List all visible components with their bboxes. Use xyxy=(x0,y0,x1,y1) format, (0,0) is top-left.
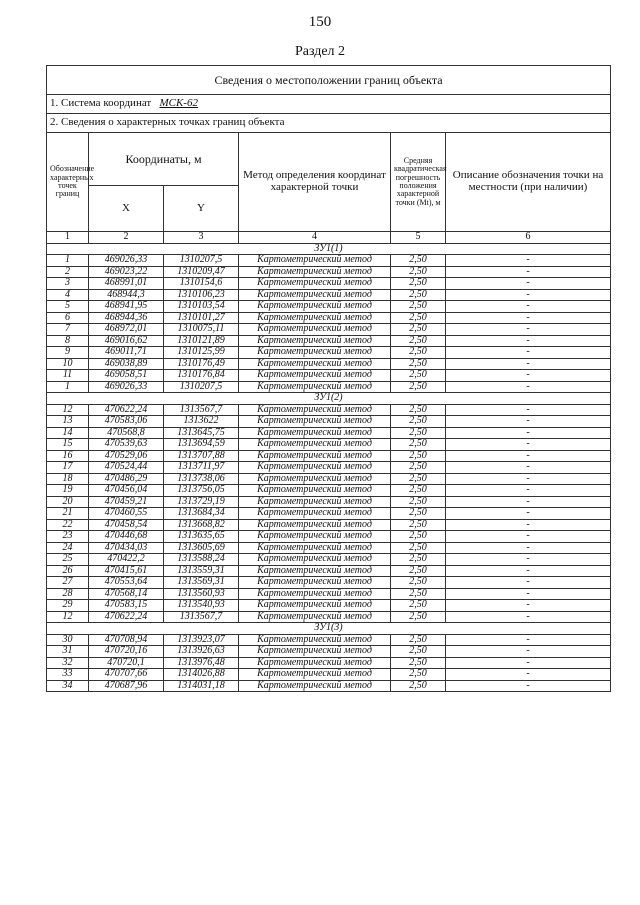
description: - xyxy=(446,278,611,290)
coord-x: 470553,64 xyxy=(89,577,164,589)
group-label: ЗУ1(3) xyxy=(47,623,611,635)
coord-y: 1313694,59 xyxy=(164,439,239,451)
description: - xyxy=(446,473,611,485)
description: - xyxy=(446,266,611,278)
point-number: 1 xyxy=(47,381,89,393)
description: - xyxy=(446,370,611,382)
coord-x: 469026,33 xyxy=(89,381,164,393)
coord-x: 468941,95 xyxy=(89,301,164,313)
coord-x: 470568,14 xyxy=(89,588,164,600)
header-description: Описание обозначения точки на местности (при наличии) xyxy=(446,133,611,232)
coord-y: 1310207,5 xyxy=(164,255,239,267)
coord-x: 470446,68 xyxy=(89,531,164,543)
table-row xyxy=(47,600,611,612)
coord-x: 470583,15 xyxy=(89,600,164,612)
table-row xyxy=(47,611,611,623)
coord-x: 470434,03 xyxy=(89,542,164,554)
coord-y: 1313567,7 xyxy=(164,404,239,416)
table-row xyxy=(47,278,611,290)
point-number: 9 xyxy=(47,347,89,359)
column-number: 4 xyxy=(239,232,391,244)
coord-y: 1313560,93 xyxy=(164,588,239,600)
method: Картометрический метод xyxy=(239,577,391,589)
point-number: 25 xyxy=(47,554,89,566)
error-value: 2,50 xyxy=(391,531,446,543)
table-title: Сведения о местоположении границ объекта xyxy=(47,66,611,95)
point-number: 12 xyxy=(47,611,89,623)
method: Картометрический метод xyxy=(239,370,391,382)
method: Картометрический метод xyxy=(239,427,391,439)
coord-y: 1313559,31 xyxy=(164,565,239,577)
error-value: 2,50 xyxy=(391,278,446,290)
point-number: 3 xyxy=(47,278,89,290)
error-value: 2,50 xyxy=(391,404,446,416)
description: - xyxy=(446,301,611,313)
point-number: 31 xyxy=(47,646,89,658)
error-value: 2,50 xyxy=(391,473,446,485)
column-number: 3 xyxy=(164,232,239,244)
point-number: 34 xyxy=(47,680,89,692)
point-number: 19 xyxy=(47,485,89,497)
point-number: 30 xyxy=(47,634,89,646)
coord-x: 469016,62 xyxy=(89,335,164,347)
description: - xyxy=(446,657,611,669)
method: Картометрический метод xyxy=(239,508,391,520)
coord-y: 1310176,84 xyxy=(164,370,239,382)
point-number: 24 xyxy=(47,542,89,554)
coord-y: 1310209,47 xyxy=(164,266,239,278)
table-row xyxy=(47,255,611,267)
point-number: 22 xyxy=(47,519,89,531)
error-value: 2,50 xyxy=(391,508,446,520)
coord-x: 470456,04 xyxy=(89,485,164,497)
description: - xyxy=(446,381,611,393)
coord-y: 1313622 xyxy=(164,416,239,428)
point-number: 29 xyxy=(47,600,89,612)
description: - xyxy=(446,347,611,359)
error-value: 2,50 xyxy=(391,255,446,267)
point-number: 27 xyxy=(47,577,89,589)
table-row xyxy=(47,680,611,692)
coord-y: 1310103,54 xyxy=(164,301,239,313)
description: - xyxy=(446,508,611,520)
header-y: Y xyxy=(164,186,239,232)
coord-x: 469058,51 xyxy=(89,370,164,382)
coord-x: 470568,8 xyxy=(89,427,164,439)
method: Картометрический метод xyxy=(239,542,391,554)
description: - xyxy=(446,634,611,646)
coord-x: 470459,21 xyxy=(89,496,164,508)
coord-x: 468991,01 xyxy=(89,278,164,290)
table-row xyxy=(47,485,611,497)
description: - xyxy=(446,554,611,566)
coord-y: 1313605,69 xyxy=(164,542,239,554)
table-row xyxy=(47,669,611,681)
group-label: ЗУ1(2) xyxy=(47,393,611,405)
coord-x: 470622,24 xyxy=(89,611,164,623)
boundary-points-table xyxy=(46,65,611,692)
coord-x: 470720,1 xyxy=(89,657,164,669)
group-row xyxy=(47,243,611,255)
method: Картометрический метод xyxy=(239,266,391,278)
coord-x: 469023,22 xyxy=(89,266,164,278)
coord-x: 470460,55 xyxy=(89,508,164,520)
column-number: 6 xyxy=(446,232,611,244)
point-number: 15 xyxy=(47,439,89,451)
coord-y: 1313926,63 xyxy=(164,646,239,658)
error-value: 2,50 xyxy=(391,370,446,382)
point-number: 17 xyxy=(47,462,89,474)
error-value: 2,50 xyxy=(391,485,446,497)
method: Картометрический метод xyxy=(239,335,391,347)
description: - xyxy=(446,312,611,324)
method: Картометрический метод xyxy=(239,473,391,485)
coord-x: 470708,94 xyxy=(89,634,164,646)
header-coordinates: Координаты, м xyxy=(89,133,239,186)
coord-y: 1313707,88 xyxy=(164,450,239,462)
coord-system-row xyxy=(47,95,611,114)
error-value: 2,50 xyxy=(391,347,446,359)
error-value: 2,50 xyxy=(391,427,446,439)
error-value: 2,50 xyxy=(391,542,446,554)
coord-x: 470415,61 xyxy=(89,565,164,577)
point-number: 4 xyxy=(47,289,89,301)
coord-x: 470720,16 xyxy=(89,646,164,658)
description: - xyxy=(446,588,611,600)
coord-y: 1313684,34 xyxy=(164,508,239,520)
method: Картометрический метод xyxy=(239,278,391,290)
table-row xyxy=(47,335,611,347)
method: Картометрический метод xyxy=(239,358,391,370)
coord-x: 470583,06 xyxy=(89,416,164,428)
table-row xyxy=(47,324,611,336)
column-number: 5 xyxy=(391,232,446,244)
coord-y: 1314031,18 xyxy=(164,680,239,692)
coord-system-label: 1. Система координат xyxy=(50,97,152,110)
header-method: Метод определения координат характерной точки xyxy=(239,133,391,232)
coord-x: 470707,66 xyxy=(89,669,164,681)
table-row xyxy=(47,301,611,313)
description: - xyxy=(446,416,611,428)
description: - xyxy=(446,680,611,692)
point-number: 11 xyxy=(47,370,89,382)
error-value: 2,50 xyxy=(391,669,446,681)
description: - xyxy=(446,358,611,370)
description: - xyxy=(446,531,611,543)
table-row xyxy=(47,542,611,554)
error-value: 2,50 xyxy=(391,634,446,646)
point-number: 26 xyxy=(47,565,89,577)
method: Картометрический метод xyxy=(239,496,391,508)
table-row xyxy=(47,519,611,531)
method: Картометрический метод xyxy=(239,439,391,451)
coord-y: 1314026,88 xyxy=(164,669,239,681)
table-row xyxy=(47,531,611,543)
method: Картометрический метод xyxy=(239,531,391,543)
description: - xyxy=(446,669,611,681)
point-number: 5 xyxy=(47,301,89,313)
description: - xyxy=(446,255,611,267)
description: - xyxy=(446,450,611,462)
coord-y: 1310121,89 xyxy=(164,335,239,347)
error-value: 2,50 xyxy=(391,450,446,462)
description: - xyxy=(446,542,611,554)
table-row xyxy=(47,634,611,646)
error-value: 2,50 xyxy=(391,611,446,623)
point-number: 14 xyxy=(47,427,89,439)
error-value: 2,50 xyxy=(391,358,446,370)
table-row xyxy=(47,496,611,508)
coord-y: 1310075,11 xyxy=(164,324,239,336)
method: Картометрический метод xyxy=(239,324,391,336)
error-value: 2,50 xyxy=(391,266,446,278)
coord-x: 470458,54 xyxy=(89,519,164,531)
table-row xyxy=(47,347,611,359)
table-row xyxy=(47,565,611,577)
table-row xyxy=(47,289,611,301)
coord-y: 1313729,19 xyxy=(164,496,239,508)
method: Картометрический метод xyxy=(239,680,391,692)
error-value: 2,50 xyxy=(391,554,446,566)
method: Картометрический метод xyxy=(239,347,391,359)
table-row xyxy=(47,370,611,382)
point-number: 12 xyxy=(47,404,89,416)
table-row xyxy=(47,646,611,658)
method: Картометрический метод xyxy=(239,588,391,600)
point-number: 8 xyxy=(47,335,89,347)
error-value: 2,50 xyxy=(391,301,446,313)
coord-y: 1313569,31 xyxy=(164,577,239,589)
error-value: 2,50 xyxy=(391,324,446,336)
point-number: 20 xyxy=(47,496,89,508)
coord-y: 1310106,23 xyxy=(164,289,239,301)
description: - xyxy=(446,404,611,416)
method: Картометрический метод xyxy=(239,565,391,577)
coord-x: 469026,33 xyxy=(89,255,164,267)
method: Картометрический метод xyxy=(239,404,391,416)
coord-x: 469011,71 xyxy=(89,347,164,359)
method: Картометрический метод xyxy=(239,255,391,267)
table-row xyxy=(47,554,611,566)
header-x: X xyxy=(89,186,164,232)
error-value: 2,50 xyxy=(391,439,446,451)
point-number: 16 xyxy=(47,450,89,462)
method: Картометрический метод xyxy=(239,450,391,462)
point-number: 7 xyxy=(47,324,89,336)
coord-y: 1313635,65 xyxy=(164,531,239,543)
description: - xyxy=(446,324,611,336)
point-number: 6 xyxy=(47,312,89,324)
coord-system-value: МСК-62 xyxy=(159,97,198,110)
description: - xyxy=(446,289,611,301)
table-row xyxy=(47,439,611,451)
error-value: 2,50 xyxy=(391,680,446,692)
table-row xyxy=(47,473,611,485)
point-number: 33 xyxy=(47,669,89,681)
coord-x: 470539,63 xyxy=(89,439,164,451)
method: Картометрический метод xyxy=(239,289,391,301)
error-value: 2,50 xyxy=(391,657,446,669)
coord-y: 1313588,24 xyxy=(164,554,239,566)
coord-x: 470529,06 xyxy=(89,450,164,462)
table-row xyxy=(47,450,611,462)
coord-x: 468972,01 xyxy=(89,324,164,336)
error-value: 2,50 xyxy=(391,462,446,474)
column-number: 2 xyxy=(89,232,164,244)
method: Картометрический метод xyxy=(239,416,391,428)
coord-y: 1310154,6 xyxy=(164,278,239,290)
coord-y: 1313976,48 xyxy=(164,657,239,669)
error-value: 2,50 xyxy=(391,416,446,428)
section-title: Раздел 2 xyxy=(294,44,346,59)
coord-y: 1313738,06 xyxy=(164,473,239,485)
table-row xyxy=(47,657,611,669)
coord-y: 1313923,07 xyxy=(164,634,239,646)
coord-x: 470622,24 xyxy=(89,404,164,416)
coord-y: 1313567,7 xyxy=(164,611,239,623)
error-value: 2,50 xyxy=(391,312,446,324)
point-number: 23 xyxy=(47,531,89,543)
coord-y: 1313540,93 xyxy=(164,600,239,612)
description: - xyxy=(446,496,611,508)
coord-x: 470422,2 xyxy=(89,554,164,566)
coord-x: 470687,96 xyxy=(89,680,164,692)
method: Картометрический метод xyxy=(239,462,391,474)
column-numbers-row xyxy=(47,232,611,244)
description: - xyxy=(446,611,611,623)
group-row xyxy=(47,623,611,635)
coord-x: 470486,29 xyxy=(89,473,164,485)
coord-y: 1313668,82 xyxy=(164,519,239,531)
coord-x: 469038,89 xyxy=(89,358,164,370)
error-value: 2,50 xyxy=(391,335,446,347)
table-row xyxy=(47,416,611,428)
header-point-label: Обозначение характерных точек границ xyxy=(47,133,89,232)
method: Картометрический метод xyxy=(239,301,391,313)
table-row xyxy=(47,427,611,439)
method: Картометрический метод xyxy=(239,312,391,324)
description: - xyxy=(446,519,611,531)
table-row xyxy=(47,508,611,520)
error-value: 2,50 xyxy=(391,519,446,531)
error-value: 2,50 xyxy=(391,381,446,393)
coord-y: 1310125,99 xyxy=(164,347,239,359)
description: - xyxy=(446,577,611,589)
method: Картометрический метод xyxy=(239,554,391,566)
group-row xyxy=(47,393,611,405)
group-label: ЗУ1(1) xyxy=(47,243,611,255)
method: Картометрический метод xyxy=(239,381,391,393)
error-value: 2,50 xyxy=(391,600,446,612)
point-number: 18 xyxy=(47,473,89,485)
method: Картометрический метод xyxy=(239,519,391,531)
point-number: 2 xyxy=(47,266,89,278)
point-number: 28 xyxy=(47,588,89,600)
table-row xyxy=(47,404,611,416)
error-value: 2,50 xyxy=(391,496,446,508)
coord-y: 1313645,75 xyxy=(164,427,239,439)
point-number: 13 xyxy=(47,416,89,428)
error-value: 2,50 xyxy=(391,565,446,577)
method: Картометрический метод xyxy=(239,634,391,646)
table-row xyxy=(47,312,611,324)
description: - xyxy=(446,485,611,497)
point-number: 1 xyxy=(47,255,89,267)
coord-y: 1313756,05 xyxy=(164,485,239,497)
description: - xyxy=(446,646,611,658)
point-number: 32 xyxy=(47,657,89,669)
points-heading: 2. Сведения о характерных точках границ объекта xyxy=(47,114,611,133)
header-error: Средняя квадратическая погрешность положения характерной точки (Mt), м xyxy=(391,133,446,232)
table-row xyxy=(47,381,611,393)
table-row xyxy=(47,358,611,370)
table-row xyxy=(47,588,611,600)
error-value: 2,50 xyxy=(391,577,446,589)
table-row xyxy=(47,577,611,589)
description: - xyxy=(446,427,611,439)
description: - xyxy=(446,439,611,451)
coord-y: 1313711,97 xyxy=(164,462,239,474)
description: - xyxy=(446,565,611,577)
coord-x: 470524,44 xyxy=(89,462,164,474)
method: Картометрический метод xyxy=(239,646,391,658)
coord-y: 1310176,49 xyxy=(164,358,239,370)
point-number: 21 xyxy=(47,508,89,520)
method: Картометрический метод xyxy=(239,600,391,612)
description: - xyxy=(446,600,611,612)
point-number: 10 xyxy=(47,358,89,370)
table-row xyxy=(47,266,611,278)
method: Картометрический метод xyxy=(239,611,391,623)
method: Картометрический метод xyxy=(239,485,391,497)
method: Картометрический метод xyxy=(239,657,391,669)
coord-y: 1310101,27 xyxy=(164,312,239,324)
error-value: 2,50 xyxy=(391,588,446,600)
page-number: 150 xyxy=(308,14,332,30)
description: - xyxy=(446,335,611,347)
table-row xyxy=(47,462,611,474)
coord-x: 468944,36 xyxy=(89,312,164,324)
error-value: 2,50 xyxy=(391,646,446,658)
description: - xyxy=(446,462,611,474)
method: Картометрический метод xyxy=(239,669,391,681)
coord-y: 1310207,5 xyxy=(164,381,239,393)
coord-x: 468944,3 xyxy=(89,289,164,301)
error-value: 2,50 xyxy=(391,289,446,301)
column-number: 1 xyxy=(47,232,89,244)
